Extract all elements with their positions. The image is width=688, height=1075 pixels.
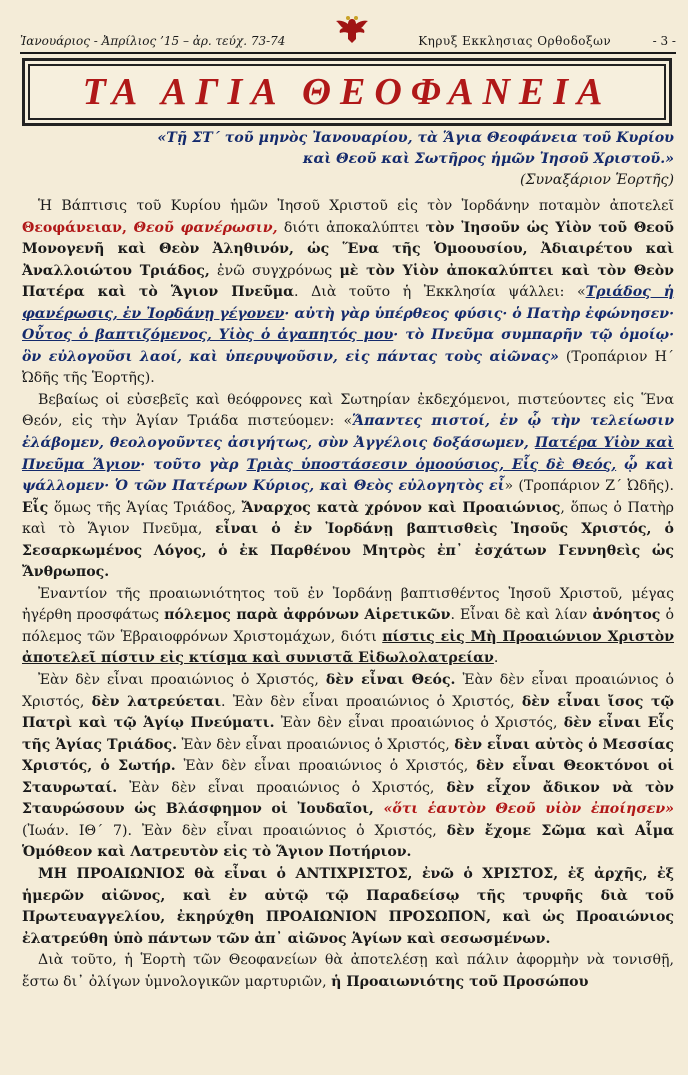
text-span: ὅμως τῆς Ἁγίας Τριάδος, xyxy=(48,499,242,516)
paragraph-6 xyxy=(22,950,674,993)
epigraph-text: «Τῇ ΣΤ΄ τοῦ μηνὸς Ἰανουαρίου, τὰ Ἅγια Θεοφάνεια τοῦ Κυρίου καὶ Θεοῦ καὶ Σωτῆρος ἡμῶν Ἰησοῦ Χριστοῦ.» xyxy=(157,130,674,167)
hymn-underlined: Τριάδος ἡ φανέρωσις, ἐν Ἰορδάνῃ γέγονεν xyxy=(22,284,674,322)
paragraph-2 xyxy=(22,390,674,584)
page-header xyxy=(20,8,676,54)
highlight-red: Θεοφάνειαν, xyxy=(22,219,134,236)
bold-span: ἀνόητος xyxy=(592,607,661,624)
text-span: Ἐὰν δὲν εἶναι προαιώνιος ὁ Χριστός, xyxy=(117,779,447,796)
bold-span: πόλεμος παρὰ ἀφρόνων Αἱρετικῶν xyxy=(164,607,451,624)
title-frame xyxy=(22,58,672,126)
epigraph xyxy=(150,128,674,191)
hymn-text: · τὸ Πνεῦμα συμπαρῆν τῷ ὁμοίῳ· ὃν εὐλογοῦσι λαοί, καὶ ὑπερυψοῦσιν, εἰς πάντας τοὺς αἰῶνας» xyxy=(22,327,674,365)
text-span: Βεβαίως οἱ εὐσεβεῖς καὶ θεόφρονες καὶ Σωτηρίαν ἐκδεχόμενοι, πιστεύοντες εἰς Ἕνα Θεόν, εἰς τὴν Ἁγίαν Τριάδα πιστεύομεν: « xyxy=(22,391,674,430)
text-span: . Εἶναι δὲ καὶ λίαν xyxy=(450,607,593,624)
article-title: ΤΑ ΑΓΙΑ ΘΕΟΦΑΝΕΙΑ xyxy=(82,71,612,113)
text-span: » (Τροπάριον Ζ΄ Ὠδῆς). xyxy=(504,478,674,495)
bold-span: ΜΗ ΠΡΟΑΙΩΝΙΟΣ θὰ εἶναι ὁ ΑΝΤΙΧΡΙΣΤΟΣ, ἐνῶ ὁ ΧΡΙΣΤΟΣ, ἐξ ἀρχῆς, ἐξ ἡμερῶν αἰῶνος, καὶ ἐν αὐτῷ τῷ Παραδείσῳ τῆς τρυφῆς διὰ τοῦ Πρωτευαγγελίου, ἐκηρύχθη ΠΡΟΑΙΩΝΙΟΝ ΠΡΟΣΩΠΟΝ, καὶ ὡς Προαιώνιος ἐλατρεύθη ὑπὸ πάντων τῶν ἀπ᾽ αἰῶνος Ἁγίων καὶ σεσωσμένων. xyxy=(22,865,674,947)
text-span: ἐνῶ συγχρόνως xyxy=(209,262,340,279)
bold-span: δὲν εἶναι ἴσος τῷ Πατρὶ καὶ τῷ Ἁγίῳ Πνεύματι. xyxy=(22,693,674,732)
hymn-text: · τοῦτο γὰρ xyxy=(140,456,247,473)
bold-span: δὲν εἶναι Θεοκτόνοι οἱ Σταυρωταί. xyxy=(22,758,674,796)
paragraph-4 xyxy=(22,670,674,864)
newspaper-name: Κηρυξ Εκκλησιας Ορθοδοξων xyxy=(418,34,612,48)
text-span: Ἐὰν δὲν εἶναι προαιώνιος ὁ Χριστός, xyxy=(274,715,564,732)
bold-span: δὲν εἶναι αὐτὸς ὁ Μεσσίας Χριστός, ὁ Σωτήρ. xyxy=(22,736,674,775)
hymn-underlined: Τριὰς ὑποστάσεσιν ὁμοούσιος, Εἷς δὲ Θεός, xyxy=(246,456,617,473)
bold-span: Εἷς xyxy=(22,499,49,516)
paragraph-5 xyxy=(22,864,674,950)
hymn-underlined: Οὗτος ὁ βαπτιζόμενος, Υἱὸς ὁ ἀγαπητός μου xyxy=(22,327,394,344)
paragraph-1 xyxy=(22,196,674,390)
text-span: Ἡ Βάπτισις τοῦ Κυρίου ἡμῶν Ἰησοῦ Χριστοῦ εἰς τὸν Ἰορδάνην ποταμὸν ἀποτελεῖ xyxy=(38,198,674,214)
text-span: ὁ πόλεμος τῶν Ἑβραιοφρόνων Χριστομάχων, διότι xyxy=(22,607,674,645)
bold-span: τὸν Ἰησοῦν ὡς Υἱὸν τοῦ Θεοῦ Μονογενῆ καὶ Θεὸν Ἀληθινόν, ὡς Ἕνα τῆς Ὁμοουσίου, Ἀδιαιρέτου καὶ Ἀναλλοιώτου Τριάδος, xyxy=(22,219,674,279)
bold-span: Ἄναρχος κατὰ χρόνον καὶ Προαιώνιος xyxy=(241,499,561,516)
text-span: Ἐὰν δὲν εἶναι προαιώνιος ὁ Χριστός, xyxy=(177,736,455,753)
text-span: . Διὰ τοῦτο ἡ Ἐκκλησία ψάλλει: « xyxy=(294,284,586,301)
text-span: . xyxy=(493,650,499,667)
text-span: Ἐὰν δὲν εἶναι προαιώνιος ὁ Χριστός, xyxy=(22,672,674,710)
text-span: Διὰ τοῦτο, ἡ Ἑορτὴ τῶν Θεοφανείων θὰ ἀποτελέσῃ καὶ πάλιν ἀφορμὴν νὰ τονισθῇ, ἔστω δι᾽ ὀλίγων ὑμνολογικῶν μαρτυριῶν, xyxy=(22,952,674,990)
text-span: Ἐναντίον τῆς προαιωνιότητος τοῦ ἐν Ἰορδάνῃ βαπτισθέντος Ἰησοῦ Χριστοῦ, μέγας ἠγέρθη προσφάτως xyxy=(22,585,674,624)
bold-span: δὲν εἶναι Εἷς τῆς Ἁγίας Τριάδος. xyxy=(22,715,675,753)
text-span: διότι ἀποκαλύπτει xyxy=(277,219,426,236)
double-headed-eagle-icon xyxy=(335,15,369,48)
hymn-underlined: Πατέρα Υἱὸν καὶ Πνεῦμα Ἅγιον xyxy=(22,435,674,473)
hymn-text: ᾧ καὶ ψάλλομεν· Ὁ τῶν Πατέρων Κύριος, καὶ Θεὸς εὐλογητὸς εἶ xyxy=(22,456,674,495)
text-span: (Τροπάριον Η΄ Ὠδῆς τῆς Ἑορτῆς). xyxy=(22,348,675,387)
highlight-red-italic: Θεοῦ φανέρωσιν, xyxy=(133,219,278,236)
hymn-text: · αὐτὴ γὰρ ὑπέρθεος φύσις· ὁ Πατὴρ ἐφώνησεν· xyxy=(284,305,674,322)
bold-span: μὲ τὸν Υἱὸν ἀποκαλύπτει καὶ τὸν Θεὸν Πατέρα καὶ τὸ Ἅγιον Πνεῦμα xyxy=(22,262,674,301)
bold-span: δὲν λατρεύεται xyxy=(91,693,222,710)
bold-span: ἡ Προαιωνιότης τοῦ Προσώπου xyxy=(331,973,589,990)
text-span: , ὅπως ὁ Πατὴρ καὶ τὸ Ἅγιον Πνεῦμα, xyxy=(22,499,674,538)
text-span: (Ἰωάν. ΙΘ΄ 7). Ἐὰν δὲν εἶναι προαιώνιος ὁ Χριστός, xyxy=(22,822,447,839)
bold-span: εἶναι ὁ ἐν Ἰορδάνῃ βαπτισθεὶς Ἰησοῦς Χριστός, ὁ Σεσαρκωμένος Λόγος, ὁ ἐκ Παρθένου Μητρὸς ἐπ᾽ ἐσχάτων Γεννηθεὶς ὡς Ἄνθρωπος. xyxy=(22,521,674,581)
text-span: . Ἐὰν δὲν εἶναι προαιώνιος ὁ Χριστός, xyxy=(221,693,522,710)
bold-span: δὲν εἶχον ἄδικον νὰ τὸν Σταυρώσουν ὡς Βλάσφημον οἱ Ἰουδαῖοι, xyxy=(22,779,674,818)
bold-span: δὲν εἶναι Θεός. xyxy=(325,672,456,689)
issue-info: Ἰανουάριος - Ἀπρίλιος ’15 – ἀρ. τεύχ. 73-74 xyxy=(20,34,286,48)
epigraph-source: (Συναξάριον Ἑορτῆς) xyxy=(519,172,674,188)
text-span: Ἐὰν δὲν εἶναι προαιώνιος ὁ Χριστός, xyxy=(175,758,477,775)
article-body xyxy=(22,196,674,993)
page-number: - 3 - xyxy=(652,34,676,48)
paragraph-3 xyxy=(22,584,674,670)
highlight-red-italic: «ὅτι ἑαυτὸν Θεοῦ υἱὸν ἐποίησεν» xyxy=(373,801,674,818)
bold-underlined: πίστις εἰς Μὴ Προαιώνιον Χριστὸν ἀποτελεῖ πίστιν εἰς κτίσμα καὶ συνιστᾶ Εἰδωλολατρείαν xyxy=(22,628,675,667)
hymn-text: Ἅπαντες πιστοί, ἐν ᾧ τὴν τελείωσιν ἐλάβομεν, θεολογοῦντες ἀσιγήτως, σὺν Ἀγγέλοις δοξάσωμεν, xyxy=(22,413,674,452)
text-span: Ἐὰν δὲν εἶναι προαιώνιος ὁ Χριστός, xyxy=(38,672,326,689)
bold-span: δὲν ἔχομε Σῶμα καὶ Αἷμα Ὁμόθεον καὶ Λατρευτὸν εἰς τὸ Ἅγιον Ποτήριον. xyxy=(22,822,674,861)
